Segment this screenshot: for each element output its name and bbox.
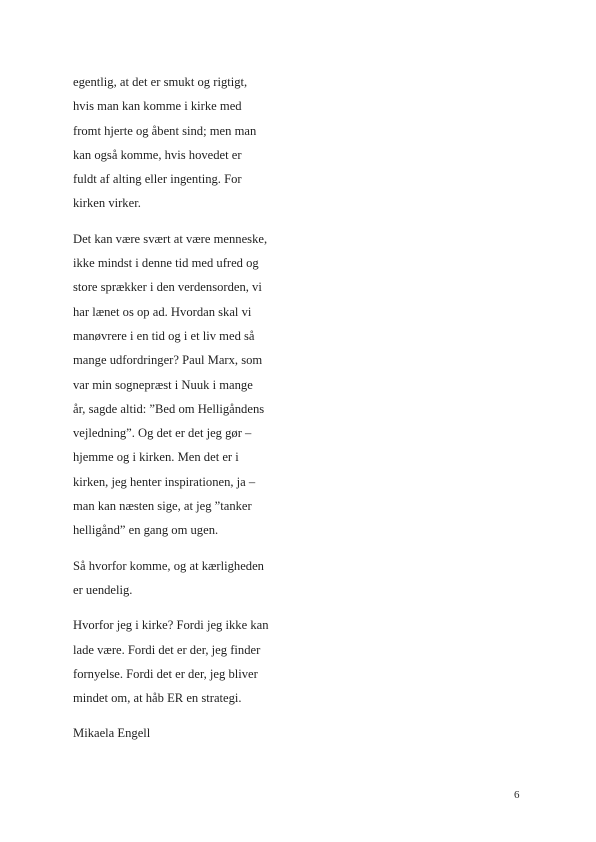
author-signature: Mikaela Engell bbox=[73, 726, 151, 741]
body-text bbox=[73, 70, 313, 746]
page-number: 6 bbox=[514, 789, 520, 801]
paragraph-3: Så hvorfor komme, og at kærligheden er uendelig. bbox=[73, 558, 264, 597]
paragraph-4: Hvorfor jeg i kirke? Fordi jeg ikke kan lade være. Fordi det er der, jeg finder fornyelse. Fordi det er der, jeg bliver mindet om, at håb ER en strategi. bbox=[73, 618, 269, 706]
paragraph-2: Det kan være svært at være menneske, ikke mindst i denne tid med ufred og store sprækker i den verdensorden, vi har lænet os op ad. Hvordan skal vi manøvrere i en tid og i et liv med så mange udfordringer? Paul Marx, som var min sognepræst i Nuuk i mange år, sagde altid: ”Bed om Helligåndens vejledning”. Og det er det jeg gør – hjemme og i kirken. Men det er i kirken, jeg henter inspirationen, ja – man kan næsten sige, at jeg ”tanker helligånd” en gang om ugen. bbox=[73, 231, 268, 538]
paragraph-1: egentlig, at det er smukt og rigtigt, hvis man kan komme i kirke med fromt hjerte og åbent sind; men man kan også komme, hvis hovedet er fuldt af alting eller ingenting. For kirken virker. bbox=[73, 75, 257, 211]
